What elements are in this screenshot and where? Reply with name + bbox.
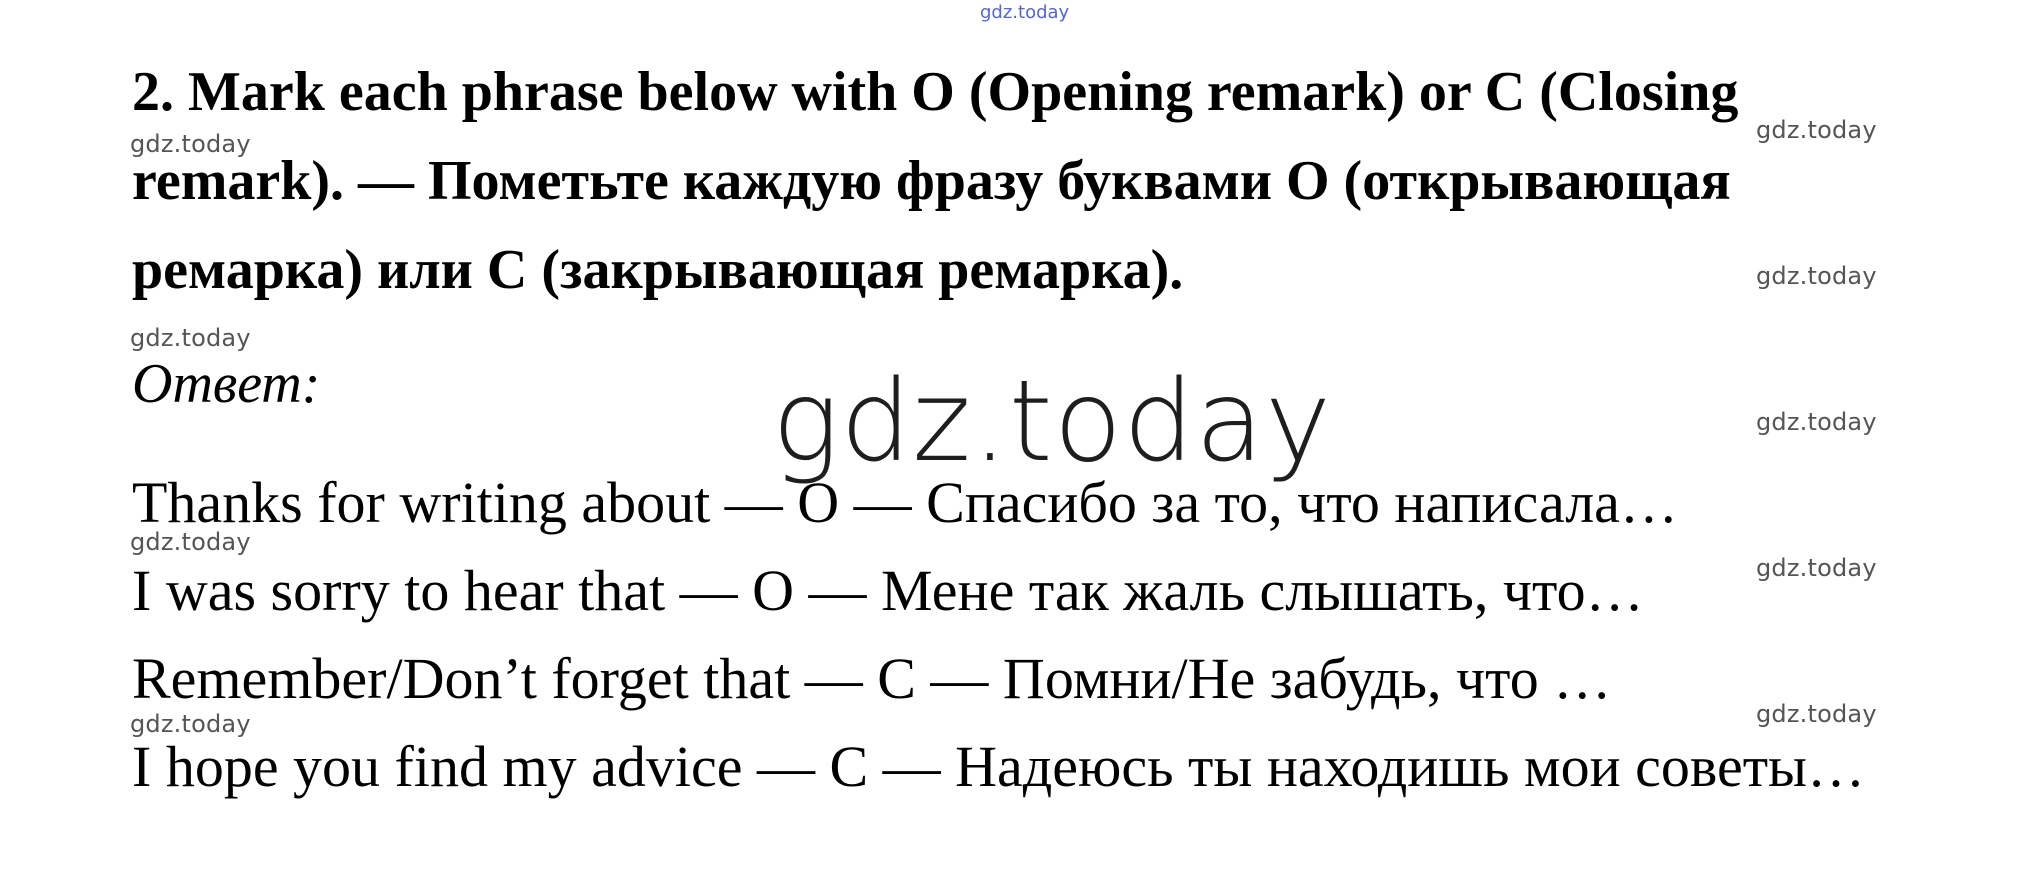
watermark-label: gdz.today: [130, 710, 251, 738]
watermark-label: gdz.today: [1756, 408, 1877, 436]
top-watermark: gdz.today: [980, 2, 1070, 23]
answer-line-3: Remember/Don’t forget that — C — Помни/Не забудь, что …: [132, 646, 1612, 711]
task-line-3: ремарка) или С (закрывающая ремарка).: [132, 239, 1184, 301]
watermark-label: gdz.today: [130, 528, 251, 556]
watermark-label: gdz.today: [130, 130, 251, 158]
task-heading: [132, 48, 1832, 315]
answer-line-2: I was sorry to hear that — O — Мене так жаль слышать, что…: [132, 558, 1644, 623]
watermark-label: gdz.today: [1756, 554, 1877, 582]
answer-line-4: I hope you find my advice — C — Надеюсь ты находишь мои советы…: [132, 734, 1866, 799]
large-watermark: gdz.today: [772, 357, 1333, 487]
answer-line-1: Thanks for writing about — O — Спасибо за то, что написала…: [132, 470, 1678, 535]
task-line-2: remark). — Пометьте каждую фразу буквами О (открывающая: [132, 150, 1731, 212]
watermark-label: gdz.today: [1756, 700, 1877, 728]
watermark-label: gdz.today: [1756, 262, 1877, 290]
answer-label: Ответ:: [132, 353, 321, 415]
task-line-1: 2. Mark each phrase below with O (Opening remark) or C (Closing: [132, 61, 1739, 123]
watermark-label: gdz.today: [1756, 116, 1877, 144]
watermark-label: gdz.today: [130, 324, 251, 352]
